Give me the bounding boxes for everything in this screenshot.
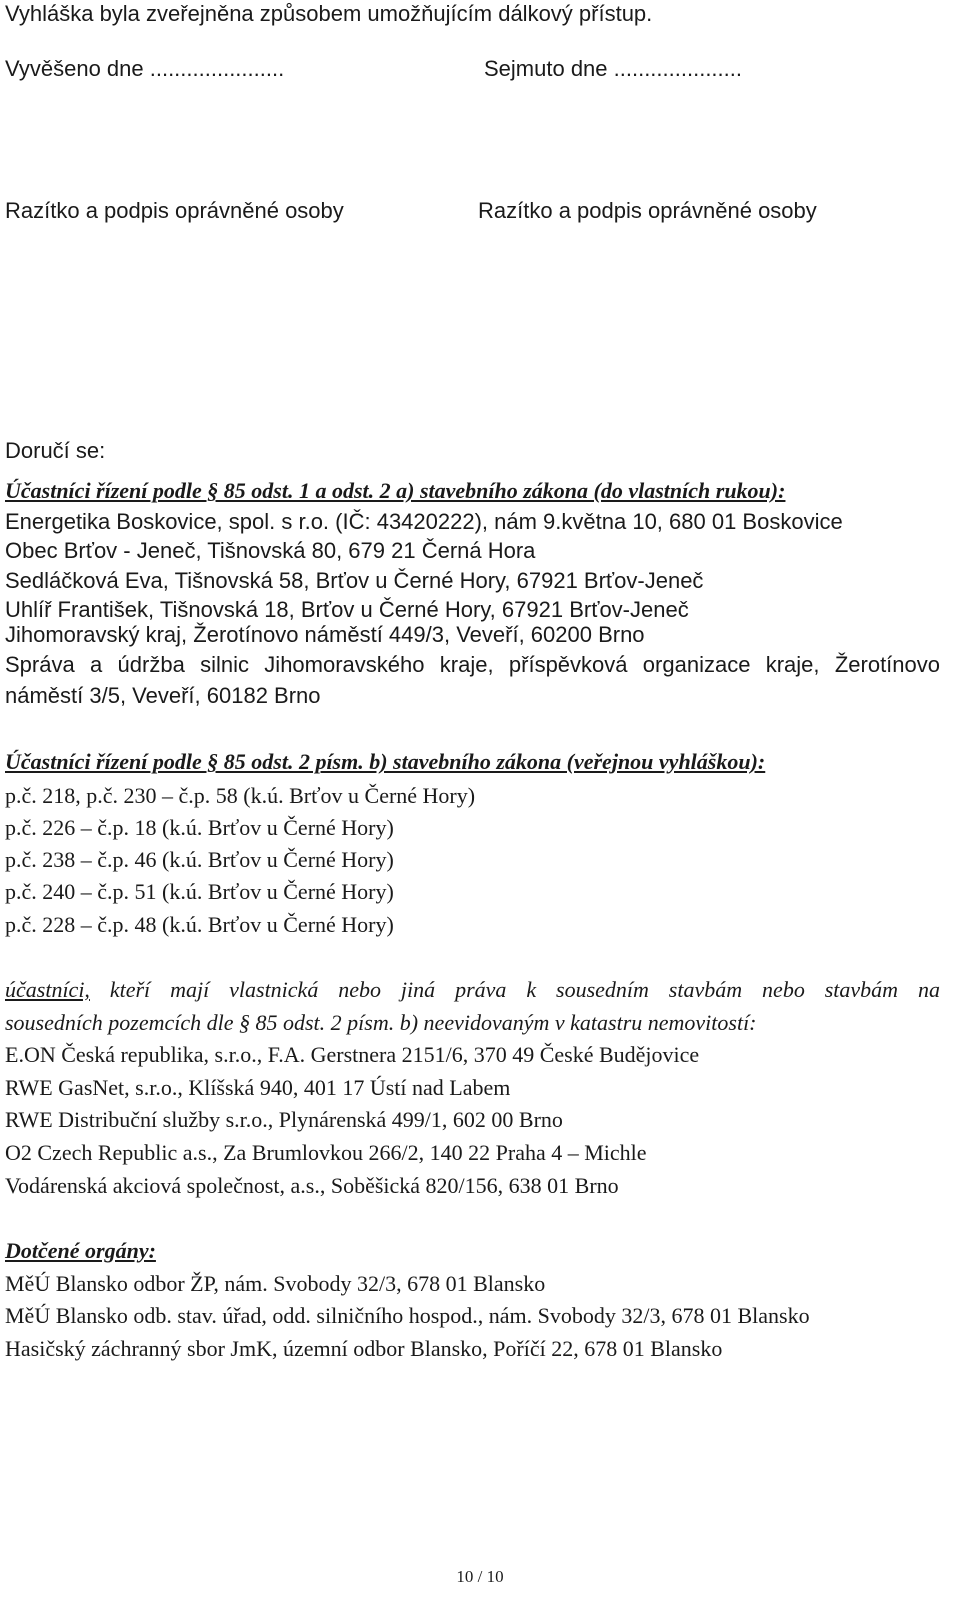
list-item: RWE GasNet, s.r.o., Klíšská 940, 401 17 Ústí nad Labem xyxy=(5,1075,511,1100)
participants-heading-3-line2: sousedních pozemcích dle § 85 odst. 2 písm. b) neevidovaným v katastru nemovitostí: xyxy=(5,1010,757,1035)
list-item: MěÚ Blansko odbor ŽP, nám. Svobody 32/3, 678 01 Blansko xyxy=(5,1271,546,1296)
authorities-heading: Dotčené orgány: xyxy=(5,1238,156,1263)
list-item: Správa a údržba silnic Jihomoravského kraje, příspěvková organizace kraje, Žerotínovo xyxy=(5,652,940,677)
participants-heading-2: Účastníci řízení podle § 85 odst. 2 písm. b) stavebního zákona (veřejnou vyhláškou): xyxy=(5,749,766,774)
list-item: Vodárenská akciová společnost, a.s., Soběšická 820/156, 638 01 Brno xyxy=(5,1173,619,1198)
list-item: Sedláčková Eva, Tišnovská 58, Brťov u Černé Hory, 67921 Brťov-Jeneč xyxy=(5,568,704,593)
heading-3-underlined-word: účastníci, xyxy=(5,977,90,1002)
list-item: p.č. 238 – č.p. 46 (k.ú. Brťov u Černé Hory) xyxy=(5,847,394,872)
list-item: O2 Czech Republic a.s., Za Brumlovkou 266/2, 140 22 Praha 4 – Michle xyxy=(5,1140,647,1165)
list-item: MěÚ Blansko odb. stav. úřad, odd. silničního hospod., nám. Svobody 32/3, 678 01 Blansko xyxy=(5,1303,810,1328)
list-item: náměstí 3/5, Veveří, 60182 Brno xyxy=(5,683,321,708)
page-number: 10 / 10 xyxy=(456,1567,504,1586)
heading-3-rest: kteří mají vlastnická nebo jiná práva k sousedním stavbám nebo stavbám na xyxy=(89,977,940,1002)
notice-text: Vyhláška byla zveřejněna způsobem umožňujícím dálkový přístup. xyxy=(5,1,653,26)
removed-date-line: Sejmuto dne ..................... xyxy=(484,56,742,81)
list-item: E.ON Česká republika, s.r.o., F.A. Gerstnera 2151/6, 370 49 České Budějovice xyxy=(5,1042,700,1067)
posted-date-line: Vyvěšeno dne ...................... xyxy=(5,56,285,81)
participants-heading-1: Účastníci řízení podle § 85 odst. 1 a odst. 2 a) stavebního zákona (do vlastních rukou): xyxy=(5,478,786,503)
list-item: RWE Distribuční služby s.r.o., Plynárenská 499/1, 602 00 Brno xyxy=(5,1107,563,1132)
delivery-label: Doručí se: xyxy=(5,438,106,463)
stamp-signature-left: Razítko a podpis oprávněné osoby xyxy=(5,198,344,223)
list-item: Jihomoravský kraj, Žerotínovo náměstí 449/3, Veveří, 60200 Brno xyxy=(5,622,645,647)
list-item: Obec Brťov - Jeneč, Tišnovská 80, 679 21 Černá Hora xyxy=(5,538,536,563)
list-item: Hasičský záchranný sbor JmK, územní odbor Blansko, Poříčí 22, 678 01 Blansko xyxy=(5,1336,723,1361)
participants-heading-3-line1 xyxy=(5,976,940,1004)
list-item: p.č. 218, p.č. 230 – č.p. 58 (k.ú. Brťov u Černé Hory) xyxy=(5,783,476,808)
list-item: p.č. 226 – č.p. 18 (k.ú. Brťov u Černé Hory) xyxy=(5,815,394,840)
list-item: Uhlíř František, Tišnovská 18, Brťov u Černé Hory, 67921 Brťov-Jeneč xyxy=(5,597,689,622)
stamp-signature-right: Razítko a podpis oprávněné osoby xyxy=(478,198,817,223)
list-item: p.č. 240 – č.p. 51 (k.ú. Brťov u Černé Hory) xyxy=(5,879,394,904)
list-item: p.č. 228 – č.p. 48 (k.ú. Brťov u Černé Hory) xyxy=(5,912,394,937)
list-item: Energetika Boskovice, spol. s r.o. (IČ: 43420222), nám 9.května 10, 680 01 Boskovice xyxy=(5,509,843,534)
